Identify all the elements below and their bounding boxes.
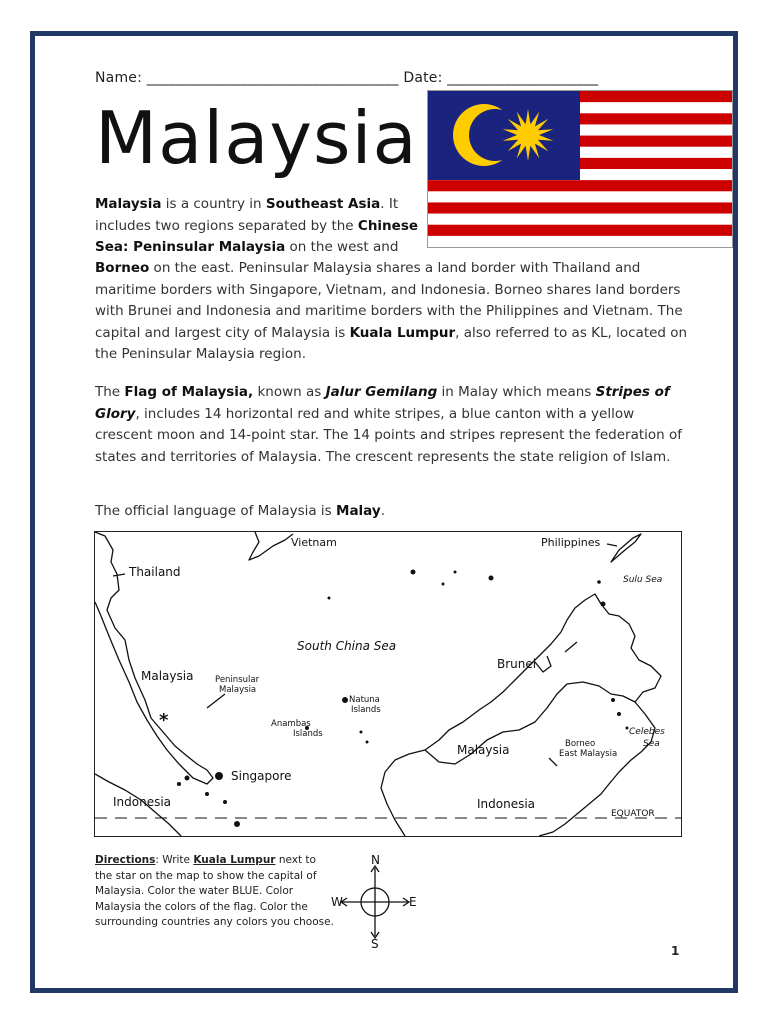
- directions-text: [95, 853, 335, 931]
- name-blank[interactable]: ___________________________________: [146, 70, 399, 86]
- compass-s: S: [371, 937, 379, 948]
- label-equator: EQUATOR: [611, 809, 655, 819]
- label-peninsular-2: Malaysia: [219, 685, 257, 695]
- term-malay: Malay: [336, 503, 381, 519]
- text: on the east. Peninsular Malaysia shares a land border with Thailand and maritime borders with Singapore, Vietnam, and Indonesia. Borneo shares land borders with Brunei and Indonesia and maritime borders with the Philippines and Vietnam. The capital and largest city of Malaysia is: [95, 260, 683, 341]
- directions-label: Directions: [95, 854, 156, 866]
- label-anambas-1: Anambas: [271, 719, 311, 729]
- label-brunei: Brunei: [497, 657, 537, 671]
- philippines-coastline: [611, 534, 641, 562]
- compass-w: W: [331, 895, 343, 909]
- label-thailand: Thailand: [129, 565, 181, 579]
- text: next to the star on the map to show the capital of Malaysia. Color the water BLUE. Color Malaysia the colors of the flag. Color the surrounding countries any colors you choose.: [95, 854, 334, 928]
- term-peninsular-malaysia: Peninsular Malaysia: [133, 239, 286, 255]
- label-natuna-1: Natuna: [349, 695, 380, 705]
- text: , also referred to as KL, located on the Peninsular Malaysia region.: [95, 324, 688, 362]
- label-pointers: [113, 544, 617, 766]
- vietnam-coastline: [249, 532, 293, 560]
- text: . It includes two regions separated by the: [95, 196, 399, 234]
- islands: [177, 570, 629, 828]
- flag-paragraph: [95, 382, 695, 468]
- term-kuala-lumpur: Kuala Lumpur: [193, 854, 276, 866]
- compass-n: N: [371, 853, 380, 867]
- borneo-south-coast: [381, 772, 405, 836]
- label-philippines: Philippines: [541, 536, 601, 549]
- flag-stripe: [428, 202, 732, 213]
- text: on the west and: [285, 239, 399, 255]
- page-number: 1: [671, 944, 680, 958]
- label-peninsular-1: Peninsular: [215, 675, 260, 685]
- date-blank[interactable]: _____________________: [447, 70, 599, 86]
- name-date-line: [95, 70, 598, 86]
- page-frame: [30, 31, 738, 993]
- term-stripes-of-glory: Stripes of Glory: [95, 384, 670, 422]
- label-anambas-2: Islands: [293, 729, 323, 739]
- term-malaysia: Malaysia: [95, 196, 162, 212]
- text: : Write: [155, 854, 194, 866]
- intro-paragraph-bottom: [95, 258, 695, 366]
- capital-star-icon[interactable]: *: [159, 710, 169, 731]
- flag-stripe: [428, 236, 732, 247]
- label-sulu-sea: Sulu Sea: [623, 575, 663, 585]
- flag-stripe: [428, 225, 732, 236]
- date-label: Date:: [403, 70, 443, 86]
- page-title: Malaysia: [95, 96, 418, 180]
- flag-stripe: [428, 180, 732, 191]
- compass-rose-icon: [331, 852, 419, 948]
- flag-stripe: [428, 191, 732, 202]
- text: is a country in: [161, 196, 266, 212]
- map-of-malaysia[interactable]: [94, 531, 682, 837]
- term-jalur-gemilang: Jalur Gemilang: [325, 384, 438, 400]
- term-southeast-asia: Southeast Asia: [265, 196, 381, 212]
- label-south-china-sea: South China Sea: [297, 639, 397, 653]
- label-borneo-1: Borneo: [565, 739, 596, 749]
- text: , includes 14 horizontal red and white stripes, a blue canton with a yellow crescent moon and 14-point star. The 14 points and stripes represent the federation of states and territories of Malaysia. The crescent represents the state religion of Islam.: [95, 405, 683, 465]
- text: in Malay which means: [437, 384, 596, 400]
- compass-e: E: [409, 895, 417, 909]
- term-borneo: Borneo: [95, 260, 150, 276]
- label-malaysia-west: Malaysia: [141, 669, 194, 683]
- text: The official language of Malaysia is: [95, 503, 337, 519]
- label-malaysia-east: Malaysia: [457, 743, 510, 757]
- label-indonesia-east: Indonesia: [477, 797, 536, 811]
- label-vietnam: Vietnam: [291, 536, 337, 549]
- label-borneo-2: East Malaysia: [559, 749, 618, 759]
- intro-paragraph-top: [95, 194, 425, 259]
- label-natuna-2: Islands: [351, 705, 381, 715]
- label-indonesia-west: Indonesia: [113, 795, 172, 809]
- text: known as: [253, 384, 326, 400]
- malaysia-flag-image: [427, 90, 733, 248]
- label-singapore: Singapore: [231, 769, 292, 783]
- label-celebes-1: Celebes: [629, 727, 665, 737]
- language-paragraph: [95, 501, 695, 523]
- name-label: Name:: [95, 70, 143, 86]
- term-chinese-sea: Chinese Sea: [95, 217, 419, 255]
- text: .: [380, 503, 385, 519]
- term-kuala-lumpur: Kuala Lumpur: [349, 324, 456, 341]
- text: :: [123, 239, 134, 255]
- text: The: [95, 384, 125, 400]
- term-flag-of-malaysia: Flag of Malaysia,: [124, 384, 254, 400]
- flag-stripe: [428, 214, 732, 225]
- label-celebes-2: Sea: [643, 739, 660, 749]
